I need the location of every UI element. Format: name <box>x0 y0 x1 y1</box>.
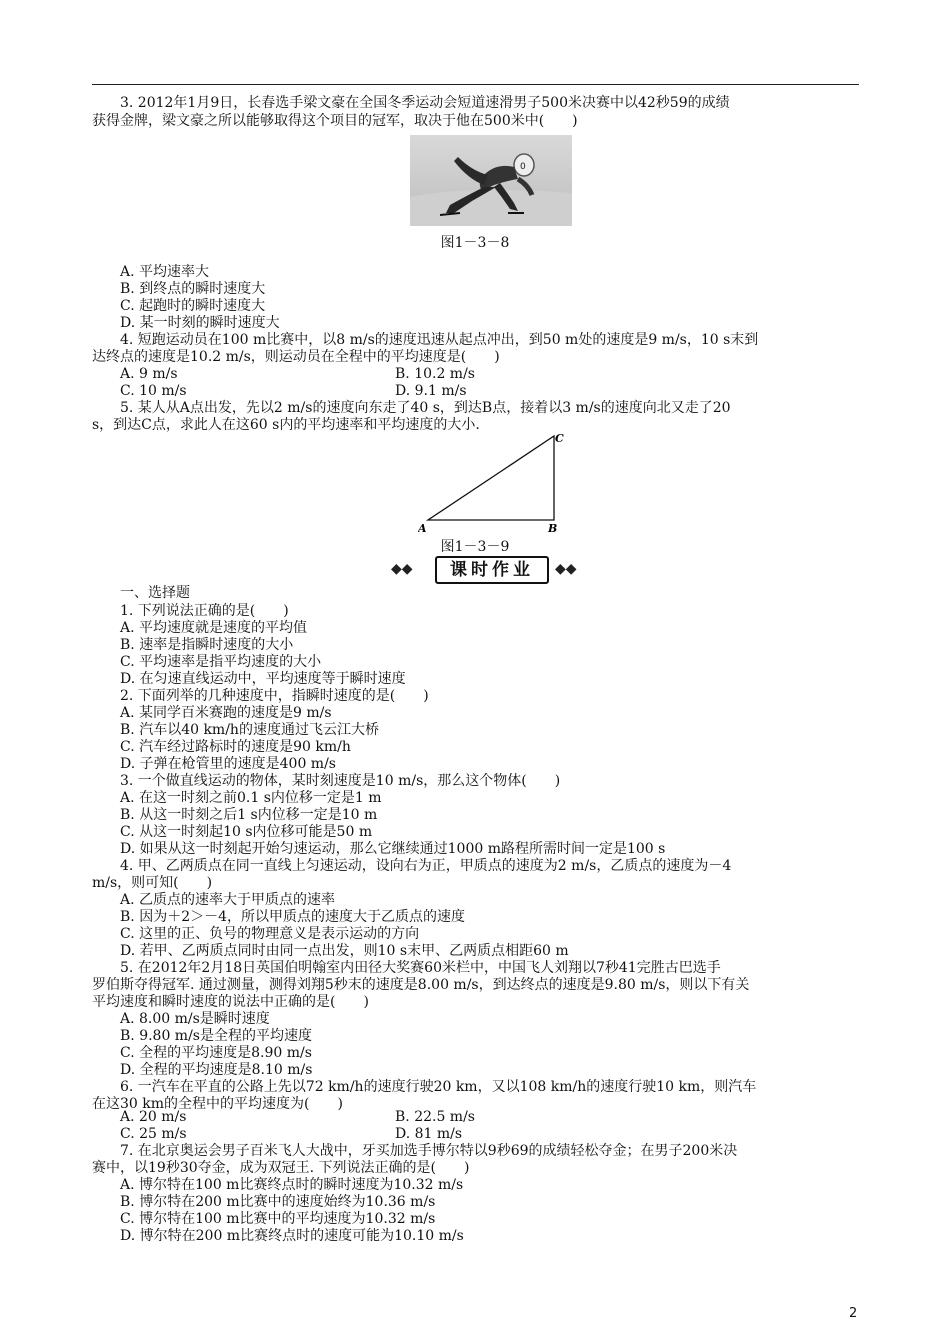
triangle-diagram <box>418 430 568 544</box>
homework-line: 2. 下面列举的几种速度中，指瞬时速度的是( ) <box>120 688 429 704</box>
q5-stem-line1: 5. 某人从A点出发，先以2 m/s的速度向东走了40 s，到达B点，接着以3 m/s的速度向北又走了20 <box>120 400 731 416</box>
q3-stem-line2: 获得金牌，梁文豪之所以能够取得这个项目的冠军，取决于他在500米中( ) <box>92 113 578 129</box>
homework-line: A. 8.00 m/s是瞬时速度 <box>120 1011 270 1027</box>
figure-caption-8: 图1－3－8 <box>440 235 510 251</box>
q6-option-a: A. 20 m/s <box>120 1109 187 1125</box>
homework-line: 6. 一汽车在平直的公路上先以72 km/h的速度行驶20 km，又以108 km/h的速度行驶10 km，则汽车 <box>120 1079 757 1095</box>
homework-line: A. 在这一时刻之前0.1 s内位移一定是1 m <box>120 790 382 806</box>
point-label-b: B <box>548 522 558 535</box>
homework-line: 1. 下列说法正确的是( ) <box>120 603 289 619</box>
header-rule <box>92 84 859 85</box>
q4-option-a: A. 9 m/s <box>120 366 178 382</box>
homework-line: 5. 在2012年2月18日英国伯明翰室内田径大奖赛60米栏中，中国飞人刘翔以7秒41完胜古巴选手 <box>120 960 721 976</box>
q3-stem-line1: 3. 2012年1月9日，长春选手梁文豪在全国冬季运动会短道速滑男子500米决赛中以42秒59的成绩 <box>120 95 730 111</box>
q4-stem-line2: 达终点的速度是10.2 m/s，则运动员在全程中的平均速度是( ) <box>92 349 500 365</box>
q4-option-c: C. 10 m/s <box>120 383 187 399</box>
q3-option-d: D. 某一时刻的瞬时速度大 <box>120 315 280 331</box>
homework-line: A. 乙质点的速率大于甲质点的速率 <box>120 892 336 908</box>
homework-line: C. 平均速率是指平均速度的大小 <box>120 654 322 670</box>
homework-line: 3. 一个做直线运动的物体，某时刻速度是10 m/s，那么这个物体( ) <box>120 773 561 789</box>
homework-line: D. 子弹在枪管里的速度是400 m/s <box>120 756 336 772</box>
homework-line: D. 若甲、乙两质点同时由同一点出发，则10 s末甲、乙两质点相距60 m <box>120 943 569 959</box>
homework-line: m/s，则可知( ) <box>92 875 213 891</box>
q4-stem-line1: 4. 短跑运动员在100 m比赛中，以8 m/s的速度迅速从起点冲出，到50 m处的速度是9 m/s，10 s末到 <box>120 332 759 348</box>
q3-option-b: B. 到终点的瞬时速度大 <box>120 281 266 297</box>
q7-line: 7. 在北京奥运会男子百米飞人大战中，牙买加选手博尔特以9秒69的成绩轻松夺金；在男子200米决 <box>120 1143 738 1159</box>
q4-option-b: B. 10.2 m/s <box>395 366 475 382</box>
homework-line: B. 汽车以40 km/h的速度通过飞云江大桥 <box>120 722 379 738</box>
q7-line: B. 博尔特在200 m比赛中的速度始终为10.36 m/s <box>120 1194 436 1210</box>
q6-option-d: D. 81 m/s <box>395 1126 463 1142</box>
homework-banner <box>385 556 595 582</box>
homework-line: A. 平均速度就是速度的平均值 <box>120 620 308 636</box>
page-number: 2 <box>849 1306 858 1321</box>
figure-caption-9: 图1－3－9 <box>440 539 510 555</box>
homework-line: C. 这里的正、负号的物理意义是表示运动的方向 <box>120 926 420 942</box>
svg-text:0: 0 <box>520 162 526 172</box>
q7-line: A. 博尔特在100 m比赛终点时的瞬时速度为10.32 m/s <box>120 1177 464 1193</box>
point-label-c: C <box>555 432 564 445</box>
homework-line: D. 全程的平均速度是8.10 m/s <box>120 1062 313 1078</box>
point-label-a: A <box>418 522 427 535</box>
homework-line: C. 从这一时刻起10 s内位移可能是50 m <box>120 824 373 840</box>
speed-skater-photo <box>410 135 572 226</box>
q7-line: C. 博尔特在100 m比赛中的平均速度为10.32 m/s <box>120 1211 436 1227</box>
banner-title: 课时作业 <box>435 556 549 584</box>
q6-option-c: C. 25 m/s <box>120 1126 187 1142</box>
section-heading: 一、选择题 <box>120 585 190 601</box>
q7-line: 赛中，以19秒30夺金，成为双冠王. 下列说法正确的是( ) <box>92 1160 470 1176</box>
homework-line: B. 因为＋2＞－4，所以甲质点的速度大于乙质点的速度 <box>120 909 466 925</box>
homework-line: B. 从这一时刻之后1 s内位移一定是10 m <box>120 807 378 823</box>
homework-line: 罗伯斯夺得冠军. 通过测量，测得刘翔5秒末的速度是8.00 m/s，到达终点的速度是9.80 m/s，则以下有关 <box>92 977 750 993</box>
homework-line: 4. 甲、乙两质点在同一直线上匀速运动，设向右为正，甲质点的速度为2 m/s，乙质点的速度为－4 <box>120 858 732 874</box>
diamond-right-icon: ◆◆ <box>555 561 577 577</box>
homework-line: B. 速率是指瞬时速度的大小 <box>120 637 294 653</box>
homework-line: B. 9.80 m/s是全程的平均速度 <box>120 1028 312 1044</box>
homework-line: A. 某同学百米赛跑的速度是9 m/s <box>120 705 332 721</box>
q3-option-a: A. 平均速率大 <box>120 264 210 280</box>
diamond-left-icon: ◆◆ <box>391 561 413 577</box>
homework-line: C. 全程的平均速度是8.90 m/s <box>120 1045 312 1061</box>
q7-line: D. 博尔特在200 m比赛终点时的速度可能为10.10 m/s <box>120 1228 464 1244</box>
q6-option-b: B. 22.5 m/s <box>395 1109 475 1125</box>
homework-line: D. 如果从这一时刻起开始匀速运动，那么它继续通过1000 m路程所需时间一定是100 s <box>120 841 666 857</box>
homework-line: 平均速度和瞬时速度的说法中正确的是( ) <box>92 994 369 1010</box>
homework-line: D. 在匀速直线运动中，平均速度等于瞬时速度 <box>120 671 406 687</box>
q5-stem-line2: s，到达C点，求此人在这60 s内的平均速率和平均速度的大小. <box>92 417 480 433</box>
q3-option-c: C. 起跑时的瞬时速度大 <box>120 298 266 314</box>
homework-line: 在这30 km的全程中的平均速度为( ) <box>92 1096 343 1112</box>
q4-option-d: D. 9.1 m/s <box>395 383 467 399</box>
homework-line: C. 汽车经过路标时的速度是90 km/h <box>120 739 351 755</box>
